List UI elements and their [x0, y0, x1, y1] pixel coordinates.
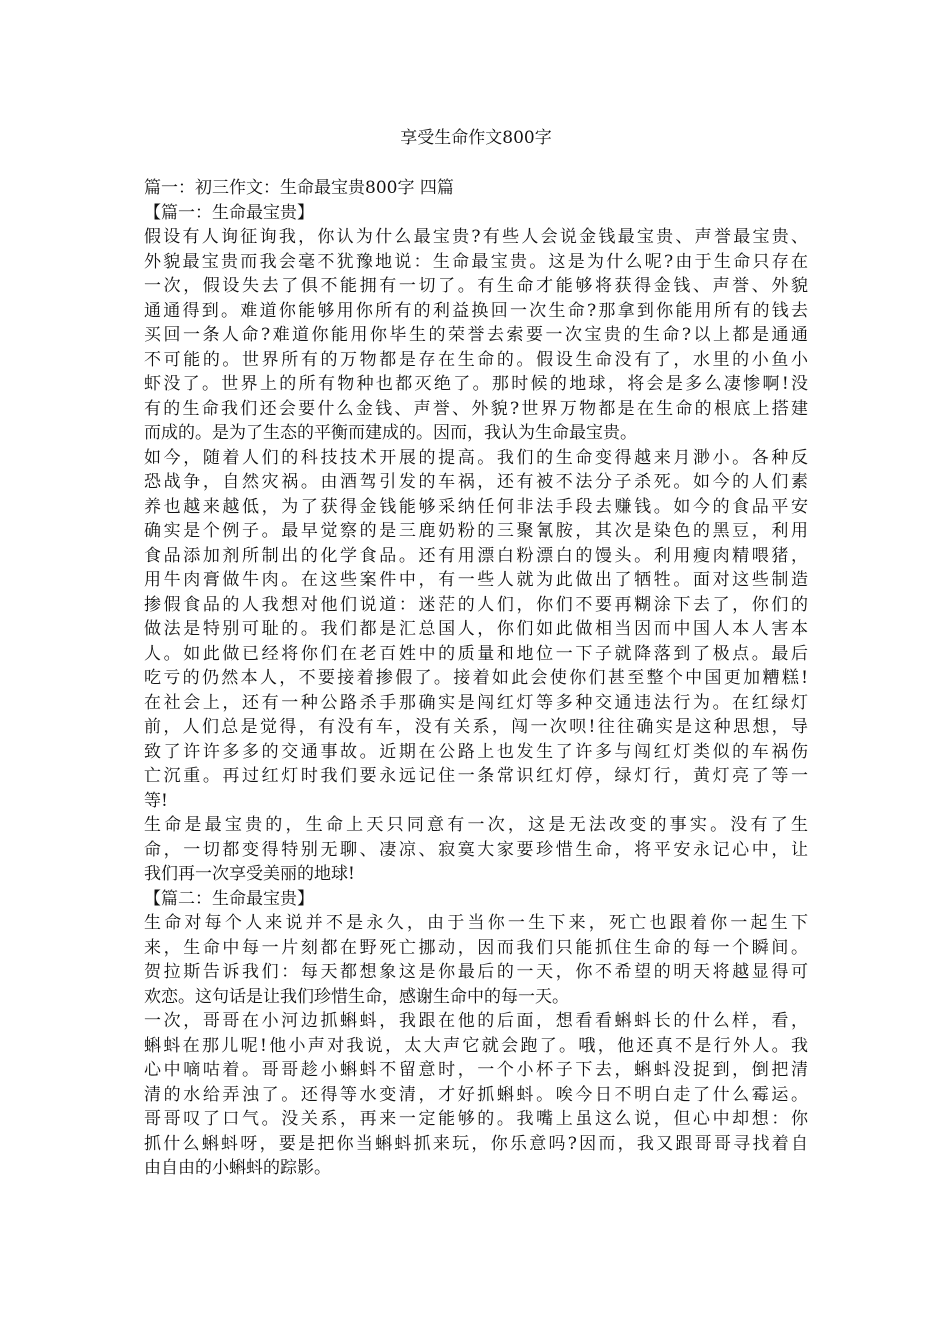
text-line: 而成的。是为了生态的平衡而建成的。因而，我认为生命最宝贵。: [144, 423, 637, 443]
text-line: 人。如此做已经将你们在老百姓中的质量和地位一下子就降落到了极点。最后: [144, 643, 808, 664]
text-line: 买回一条人命?难道你能用你毕生的荣誉去索要一次宝贵的生命?以上都是通通: [144, 325, 808, 345]
document-body: [144, 176, 808, 1181]
text-line: 亡沉重。再过红灯时我们要永远记住一条常识红灯停，绿灯行，黄灯亮了等一: [144, 766, 808, 786]
text-line: 通通得到。难道你能够用你所有的利益换回一次生命?那拿到你能用所有的钱去: [144, 300, 808, 321]
text-line: 由自由的小蝌蚪的踪影。: [144, 1158, 331, 1178]
text-line: 做法是特别可耻的。我们都是汇总国人，你们如此做相当因而中国人本人害本: [144, 619, 808, 639]
text-line: 命，一切都变得特别无聊、凄凉、寂寞大家要珍惜生命，将平安永记心中，让: [144, 839, 808, 860]
text-line: 等!: [144, 790, 168, 811]
text-line: 恐战争，自然灾祸。由酒驾引发的车祸，还有被不法分子杀死。如今的人们素: [144, 472, 808, 492]
text-line: 心中嘀咕着。哥哥趁小蝌蚪不留意时，一个小杯子下去，蝌蚪没捉到，倒把清: [144, 1060, 808, 1080]
text-line: 一次，哥哥在小河边抓蝌蚪，我跟在他的后面，想看看蝌蚪长的什么样，看，: [144, 1011, 808, 1031]
document-title: 享受生命作文800字: [400, 128, 552, 148]
text-line: 来，生命中每一片刻都在野死亡挪动，因而我们只能抓住生命的每一个瞬间。: [144, 937, 808, 958]
text-line: 【篇一：生命最宝贵】: [144, 202, 314, 223]
text-line: 篇一：初三作文：生命最宝贵800字 四篇: [144, 178, 454, 198]
text-line: 虾没了。世界上的所有物种也都灭绝了。那时候的地球，将会是多么凄惨啊!没: [144, 374, 808, 394]
text-line: 贺拉斯告诉我们：每天都想象这是你最后的一天，你不希望的明天将越显得可: [144, 962, 808, 982]
text-line: 一次，假设失去了俱不能拥有一切了。有生命才能够将获得金钱、声誉、外貌: [144, 276, 808, 296]
text-line: 掺假食品的人我想对他们说道：迷茫的人们，你们不要再糊涂下去了，你们的: [144, 594, 808, 615]
text-line: 食品添加剂所制出的化学食品。还有用漂白粉漂白的馒头。利用瘦肉精喂猪，: [144, 545, 808, 566]
text-line: 致了许许多多的交通事故。近期在公路上也发生了许多与闯红灯类似的车祸伤: [144, 741, 808, 762]
text-line: 假设有人询征询我，你认为什么最宝贵?有些人会说金钱最宝贵、声誉最宝贵、: [144, 227, 808, 247]
text-line: 不可能的。世界所有的万物都是存在生命的。假设生命没有了，水里的小鱼小: [144, 349, 808, 370]
text-line: 在社会上，还有一种公路杀手那确实是闯红灯等多种交通违法行为。在红绿灯: [144, 692, 808, 713]
text-line: 用牛肉膏做牛肉。在这些案件中，有一些人就为此做出了牺牲。面对这些制造: [144, 570, 808, 590]
text-line: 吃亏的仍然本人，不要接着掺假了。接着如此会使你们甚至整个中国更加糟糕!: [144, 668, 808, 688]
text-line: 如今，随着人们的科技技术开展的提高。我们的生命变得越来月渺小。各种反: [144, 447, 808, 468]
text-line: 养也越来越低，为了获得金钱能够采纳任何非法手段去赚钱。如今的食品平安: [144, 496, 808, 517]
document-page: [144, 126, 808, 1181]
text-line: 清的水给弄浊了。还得等水变清，才好抓蝌蚪。唉今日不明白走了什么霉运。: [144, 1084, 808, 1105]
text-line: 蝌蚪在那儿呢!他小声对我说，太大声它就会跑了。哦，他还真不是行外人。我: [144, 1035, 808, 1056]
text-line: 抓什么蝌蚪呀，要是把你当蝌蚪抓来玩，你乐意吗?因而，我又跟哥哥寻找着自: [144, 1133, 808, 1154]
text-line: 外貌最宝贵而我会毫不犹豫地说：生命最宝贵。这是为什么呢?由于生命只存在: [144, 251, 808, 272]
text-line: 生命是最宝贵的，生命上天只同意有一次，这是无法改变的事实。没有了生: [144, 815, 808, 835]
text-line: 前，人们总是觉得，有没有车，没有关系，闯一次呗!往往确实是这种思想，导: [144, 717, 808, 737]
text-line: 生命对每个人来说并不是永久，由于当你一生下来，死亡也跟着你一起生下: [144, 913, 808, 933]
text-line: 确实是个例子。最早觉察的是三鹿奶粉的三聚氰胺，其次是染色的黑豆，利用: [144, 521, 808, 541]
text-line: 【篇二：生命最宝贵】: [144, 888, 314, 909]
text-line: 欢恋。这句话是让我们珍惜生命，感谢生命中的每一天。: [144, 986, 569, 1007]
text-line: 有的生命我们还会要什么金钱、声誉、外貌?世界万物都是在生命的根底上搭建: [144, 398, 808, 419]
text-line: 我们再一次享受美丽的地球!: [144, 864, 355, 884]
text-line: 哥哥叹了口气。没关系，再来一定能够的。我嘴上虽这么说，但心中却想：你: [144, 1109, 808, 1129]
